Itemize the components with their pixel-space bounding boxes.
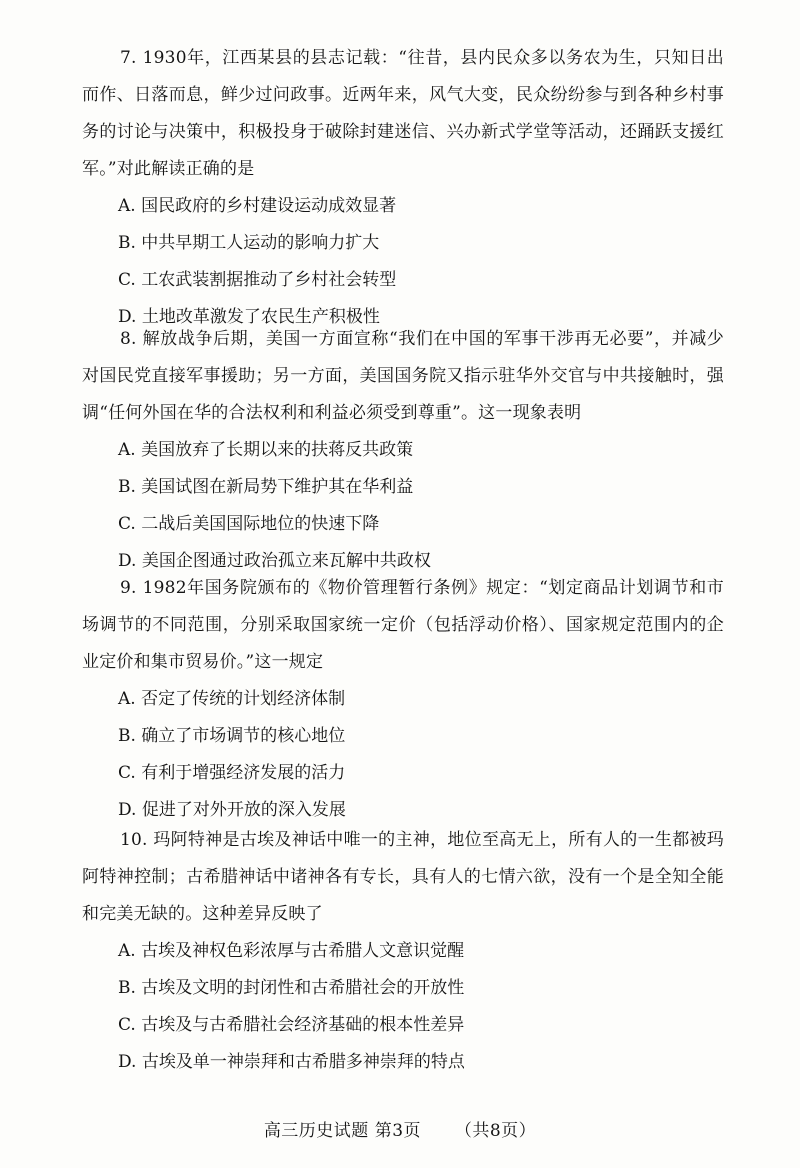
option-b: B. 古埃及文明的封闭性和古希腊社会的开放性	[118, 978, 465, 998]
question-stem	[0, 321, 800, 432]
question-text: 1982年国务院颁布的《物价管理暂行条例》规定：“划定商品计划调节和市场调节的不同范围，分别采取国家统一定价（包括浮动价格）、国家规定范围内的企业定价和集市贸易价。”这一规定	[82, 578, 725, 672]
option-b: B. 确立了市场调节的核心地位	[118, 726, 346, 746]
question-text: 玛阿特神是古埃及神话中唯一的主神，地位至高无上，所有人的一生都被玛阿特神控制；古希腊神话中诸神各有专长，具有人的七情六欲，没有一个是全知全能和完美无缺的。这种差异反映了	[82, 830, 724, 924]
option-d: D. 土地改革激发了农民生产积极性	[118, 307, 380, 327]
question-text: 1930年，江西某县的县志记载：“往昔，县内民众多以务农为生，只知日出而作、日落而息，鲜少过问政事。近两年来，风气大变，民众纷纷参与到各种乡村事务的讨论与决策中，积极投身于破除封建迷信、兴办新式学堂等活动，还踊跃支援红军。”对此解读正确的是	[82, 48, 725, 179]
question-stem	[0, 822, 800, 933]
footer-page-total: （共8页）	[454, 1121, 537, 1141]
question-9	[0, 570, 800, 829]
page-footer	[0, 1116, 800, 1146]
question-number: 9.	[120, 578, 137, 598]
option-c: C. 工农武装割据推动了乡村社会转型	[118, 270, 397, 290]
option-a: A. 美国放弃了长期以来的扶蒋反共政策	[118, 440, 414, 460]
footer-page-number: 第3页	[374, 1121, 422, 1141]
option-c: C. 有利于增强经济发展的活力	[118, 763, 346, 783]
question-stem	[0, 570, 800, 681]
question-number: 7.	[120, 48, 137, 68]
option-c: C. 二战后美国国际地位的快速下降	[118, 514, 380, 534]
option-a: A. 否定了传统的计划经济体制	[118, 689, 346, 709]
option-d: D. 古埃及单一神崇拜和古希腊多神崇拜的特点	[118, 1052, 465, 1072]
option-b: B. 中共早期工人运动的影响力扩大	[118, 233, 380, 253]
option-a: A. 国民政府的乡村建设运动成效显著	[118, 196, 397, 216]
option-c: C. 古埃及与古希腊社会经济基础的根本性差异	[118, 1015, 465, 1035]
question-number: 10.	[120, 830, 148, 850]
question-8	[0, 321, 800, 580]
question-7	[0, 40, 800, 336]
question-text: 解放战争后期，美国一方面宣称“我们在中国的军事干涉再无必要”，并减少对国民党直接军事援助；另一方面，美国国务院又指示驻华外交官与中共接触时，强调“任何外国在华的合法权利和利益必须受到尊重”。这一现象表明	[82, 329, 724, 423]
option-d: D. 美国企图通过政治孤立来瓦解中共政权	[118, 551, 431, 571]
question-number: 8.	[120, 329, 137, 349]
question-10	[0, 822, 800, 1081]
option-d: D. 促进了对外开放的深入发展	[118, 800, 346, 820]
option-a: A. 古埃及神权色彩浓厚与古希腊人文意识觉醒	[118, 941, 465, 961]
question-stem	[0, 40, 800, 188]
option-b: B. 美国试图在新局势下维护其在华利益	[118, 477, 414, 497]
footer-title: 高三历史试题	[263, 1121, 369, 1141]
